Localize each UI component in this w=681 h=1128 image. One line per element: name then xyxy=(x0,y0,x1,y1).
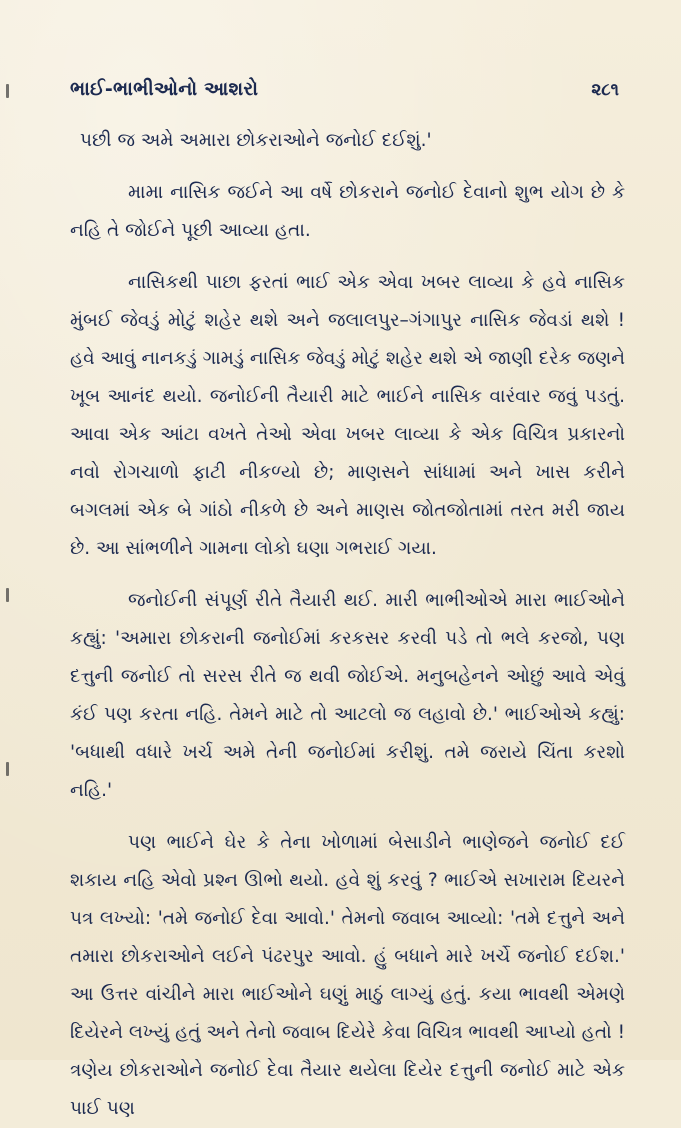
paragraph: પછી જ અમે અમારા છોકરાઓને જનોઈ દઈશું.' xyxy=(80,130,432,151)
paragraph: જનોઈની સંપૂર્ણ રીતે તૈયારી થઈ. મારી ભાભીઓએ મારા ભાઈઓને કહ્યું: 'અમારા છોકરાની જનોઈમાં કરકસર કરવી પડે તો ભલે કરજો, પણ દત્તુની જનોઈ તો સરસ રીતે જ થવી જોઈએ. મનુબહેનને ઓછું આવે એવું કંઈ પણ કરતા નહિ. તેમને માટે તો આટલો જ લહાવો છે.' ભાઈઓએ કહ્યું: 'બધાથી વધારે ખર્ચ અમે તેની જનોઈમાં કરીશું. તમે જરાયે ચિંતા કરશો નહિ.' xyxy=(70,590,625,801)
page-number: ૨૮૧ xyxy=(591,80,619,100)
page-header xyxy=(70,78,625,100)
paragraph: પણ ભાઈને ઘેર કે તેના ખોળામાં બેસાડીને ભાણેજને જનોઈ દઈ શકાય નહિ એવો પ્રશ્ન ઊભો થયો. હવે શું કરવું ? ભાઈએ સખારામ દિયરને પત્ર લખ્યો: 'તમે જનોઈ દેવા આવો.' તેમનો જવાબ આવ્યો: 'તમે દત્તુને અને તમારા છોકરાઓને લઈને પંઢરપુર આવો. હું બધાને મારે ખર્ચે જનોઈ દઈશ.' આ ઉત્તર વાંચીને મારા ભાઈઓને ઘણું માઠું લાગ્યું હતું. કયા ભાવથી એમણે દિયેરને લખ્યું હતું અને તેનો જવાબ દિયેરે કેવા વિચિત્ર ભાવથી આપ્યો હતો ! ત્રણેય છોકરાઓને જનોઈ દેવા તૈયાર થયેલા દિયેર દત્તુની જનોઈ માટે એક પાઈ પણ xyxy=(70,832,626,1119)
body-text xyxy=(70,122,625,1128)
running-head: ભાઈ-ભાભીઓનો આશરો xyxy=(70,78,259,100)
paragraph: નાસિકથી પાછા ફરતાં ભાઈ એક એવા ખબર લાવ્યા કે હવે નાસિક મુંબઈ જેવડું મોટું શહેર થશે અને જલાલપુર–ગંગાપુર નાસિક જેવડાં થશે ! હવે આવું નાનકડું ગામડું નાસિક જેવડું મોટું શહેર થશે એ જાણી દરેક જણને ખૂબ આનંદ થયો. જનોઈની તૈયારી માટે ભાઈને નાસિક વારંવાર જવું પડતું. આવા એક આંટા વખતે તેઓ એવા ખબર લાવ્યા કે એક વિચિત્ર પ્રકારનો નવો રોગચાળો ફાટી નીકળ્યો છે; માણસને સાંધામાં અને ખાસ કરીને બગલમાં એક બે ગાંઠો નીકળે છે અને માણસ જોતજોતામાં તરત મરી જાય છે. આ સાંભળીને ગામના લોકો ઘણા ગભરાઈ ગયા. xyxy=(70,272,625,559)
margin-mark xyxy=(6,84,9,98)
paragraph: મામા નાસિક જઈને આ વર્ષે છોકરાને જનોઈ દેવાનો શુભ યોગ છે કે નહિ તે જોઈને પૂછી આવ્યા હતા. xyxy=(70,182,625,241)
margin-mark xyxy=(6,762,9,776)
margin-mark xyxy=(6,588,9,602)
